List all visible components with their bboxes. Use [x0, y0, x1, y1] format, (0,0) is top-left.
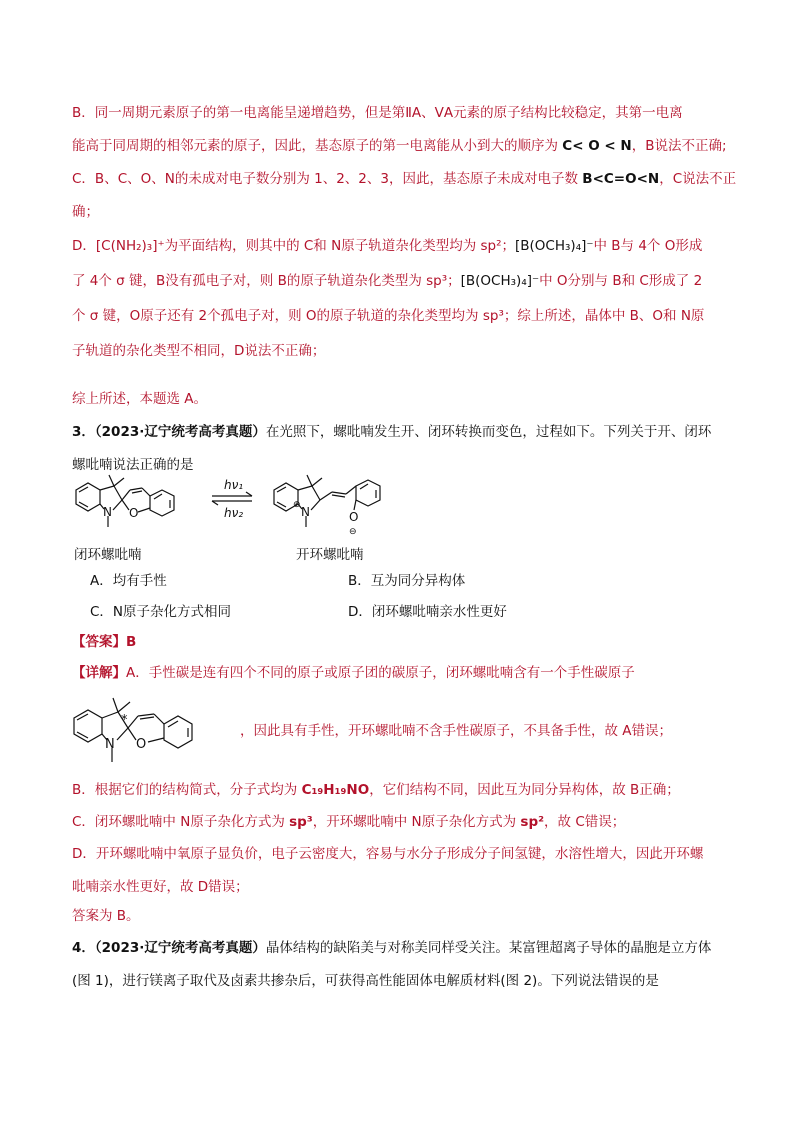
question-4-stem: 4．（2023·辽宁统考高考真题）晶体结构的缺陷美与对称美同样受关注。某富锂超离子导体的晶胞是立方体 (图 1)，进行镁离子取代及卤素共掺杂后，可获得高性能固体电解质材料(图 2)。下列说法错误的是 [72, 940, 712, 989]
prev-option-d: D．[C(NH₂)₃]⁺为平面结构，则其中的 C和 N原子轨道杂化类型均为 sp²；[B(OCH₃)₄]⁻中 B与 4个 O形成 了 4个 σ 键，B没有孤电子对，则 B的原子轨道杂化类型为 sp³；[B(OCH₃)₄]⁻中 O分别与 B和 C形成了 2 个 σ 键，O原子还有 2个孤电子对，则 O的原子轨道的杂化类型均为 sp³；综上所述，晶体中 B、O和 N原 子轨道的杂化类型不相同，D说法不正确； [72, 238, 705, 359]
question-3-answer: 【答案】B [72, 634, 137, 650]
spiropyran-reaction-diagram [66, 472, 426, 542]
hv2-label: hν₂ [224, 506, 244, 520]
hv1-label: hν₁ [224, 478, 244, 492]
closed-n-atom: N [103, 505, 112, 519]
closed-spiropyran-label: 闭环螺吡喃 [74, 547, 142, 563]
plus-charge-icon: ⊕ [293, 500, 301, 510]
open-n-atom: N [301, 505, 310, 519]
question-3-option-d: D．闭环螺吡喃亲水性更好 [348, 604, 507, 620]
question-3-detail-b: B．根据它们的结构简式，分子式均为 C₁₉H₁₉NO，它们结构不同，因此互为同分异构体，故 B正确； [72, 782, 680, 798]
question-3-option-b: B．互为同分异构体 [348, 573, 466, 589]
open-spiropyran-label: 开环螺吡喃 [296, 547, 364, 563]
prev-summary: 综上所述，本题选 A。 [72, 391, 208, 407]
question-3-option-a: A．均有手性 [90, 573, 167, 589]
prev-option-b-line2: 能高于同周期的相邻元素的原子，因此，基态原子的第一电离能从小到大的顺序为 C< O < N，B说法不正确; [72, 138, 727, 154]
chiral-star-mark: * [121, 713, 128, 728]
question-3-detail-c: C．闭环螺吡喃中 N原子杂化方式为 sp³，开环螺吡喃中 N原子杂化方式为 sp²，故 C错误； [72, 814, 626, 830]
prev-option-b-line1: B．同一周期元素原子的第一电离能呈递增趋势，但是第ⅡA、ⅤA元素的原子结构比较稳定，其第一电离 [72, 105, 683, 121]
question-3-detail-d: D．开环螺吡喃中氧原子显负价，电子云密度大，容易与水分子形成分子间氢键，水溶性增大，因此开环螺 吡喃亲水性更好，故 D错误； [72, 846, 704, 895]
closed-o-atom: O [129, 506, 139, 520]
prev-option-c: C．B、C、O、N的未成对电子数分别为 1、2、2、3，因此，基态原子未成对电子数 B<C=O<N，C说法不正 确； [72, 171, 737, 220]
open-o-atom: O [349, 510, 359, 524]
chiral-n-atom: N [105, 737, 115, 752]
chiral-o-atom: O [136, 737, 147, 752]
question-3-option-c: C．N原子杂化方式相同 [90, 604, 232, 620]
prev-option-b [72, 97, 727, 163]
question-3-final: 答案为 B。 [72, 908, 140, 924]
minus-charge-icon: ⊖ [349, 527, 357, 537]
chiral-carbon-structure [66, 690, 236, 770]
question-3-detail-a: 【详解】A．手性碳是连有四个不同的原子或原子团的碳原子，闭环螺吡喃含有一个手性碳原子 [72, 665, 635, 681]
question-3-detail-a-cont: ，因此具有手性，开环螺吡喃不含手性碳原子，不具备手性，故 A错误； [240, 723, 673, 739]
question-3-stem: 3．（2023·辽宁统考高考真题）在光照下，螺吡喃发生开、闭环转换而变色，过程如下。下列关于开、闭环 螺吡喃说法正确的是 [72, 424, 712, 473]
